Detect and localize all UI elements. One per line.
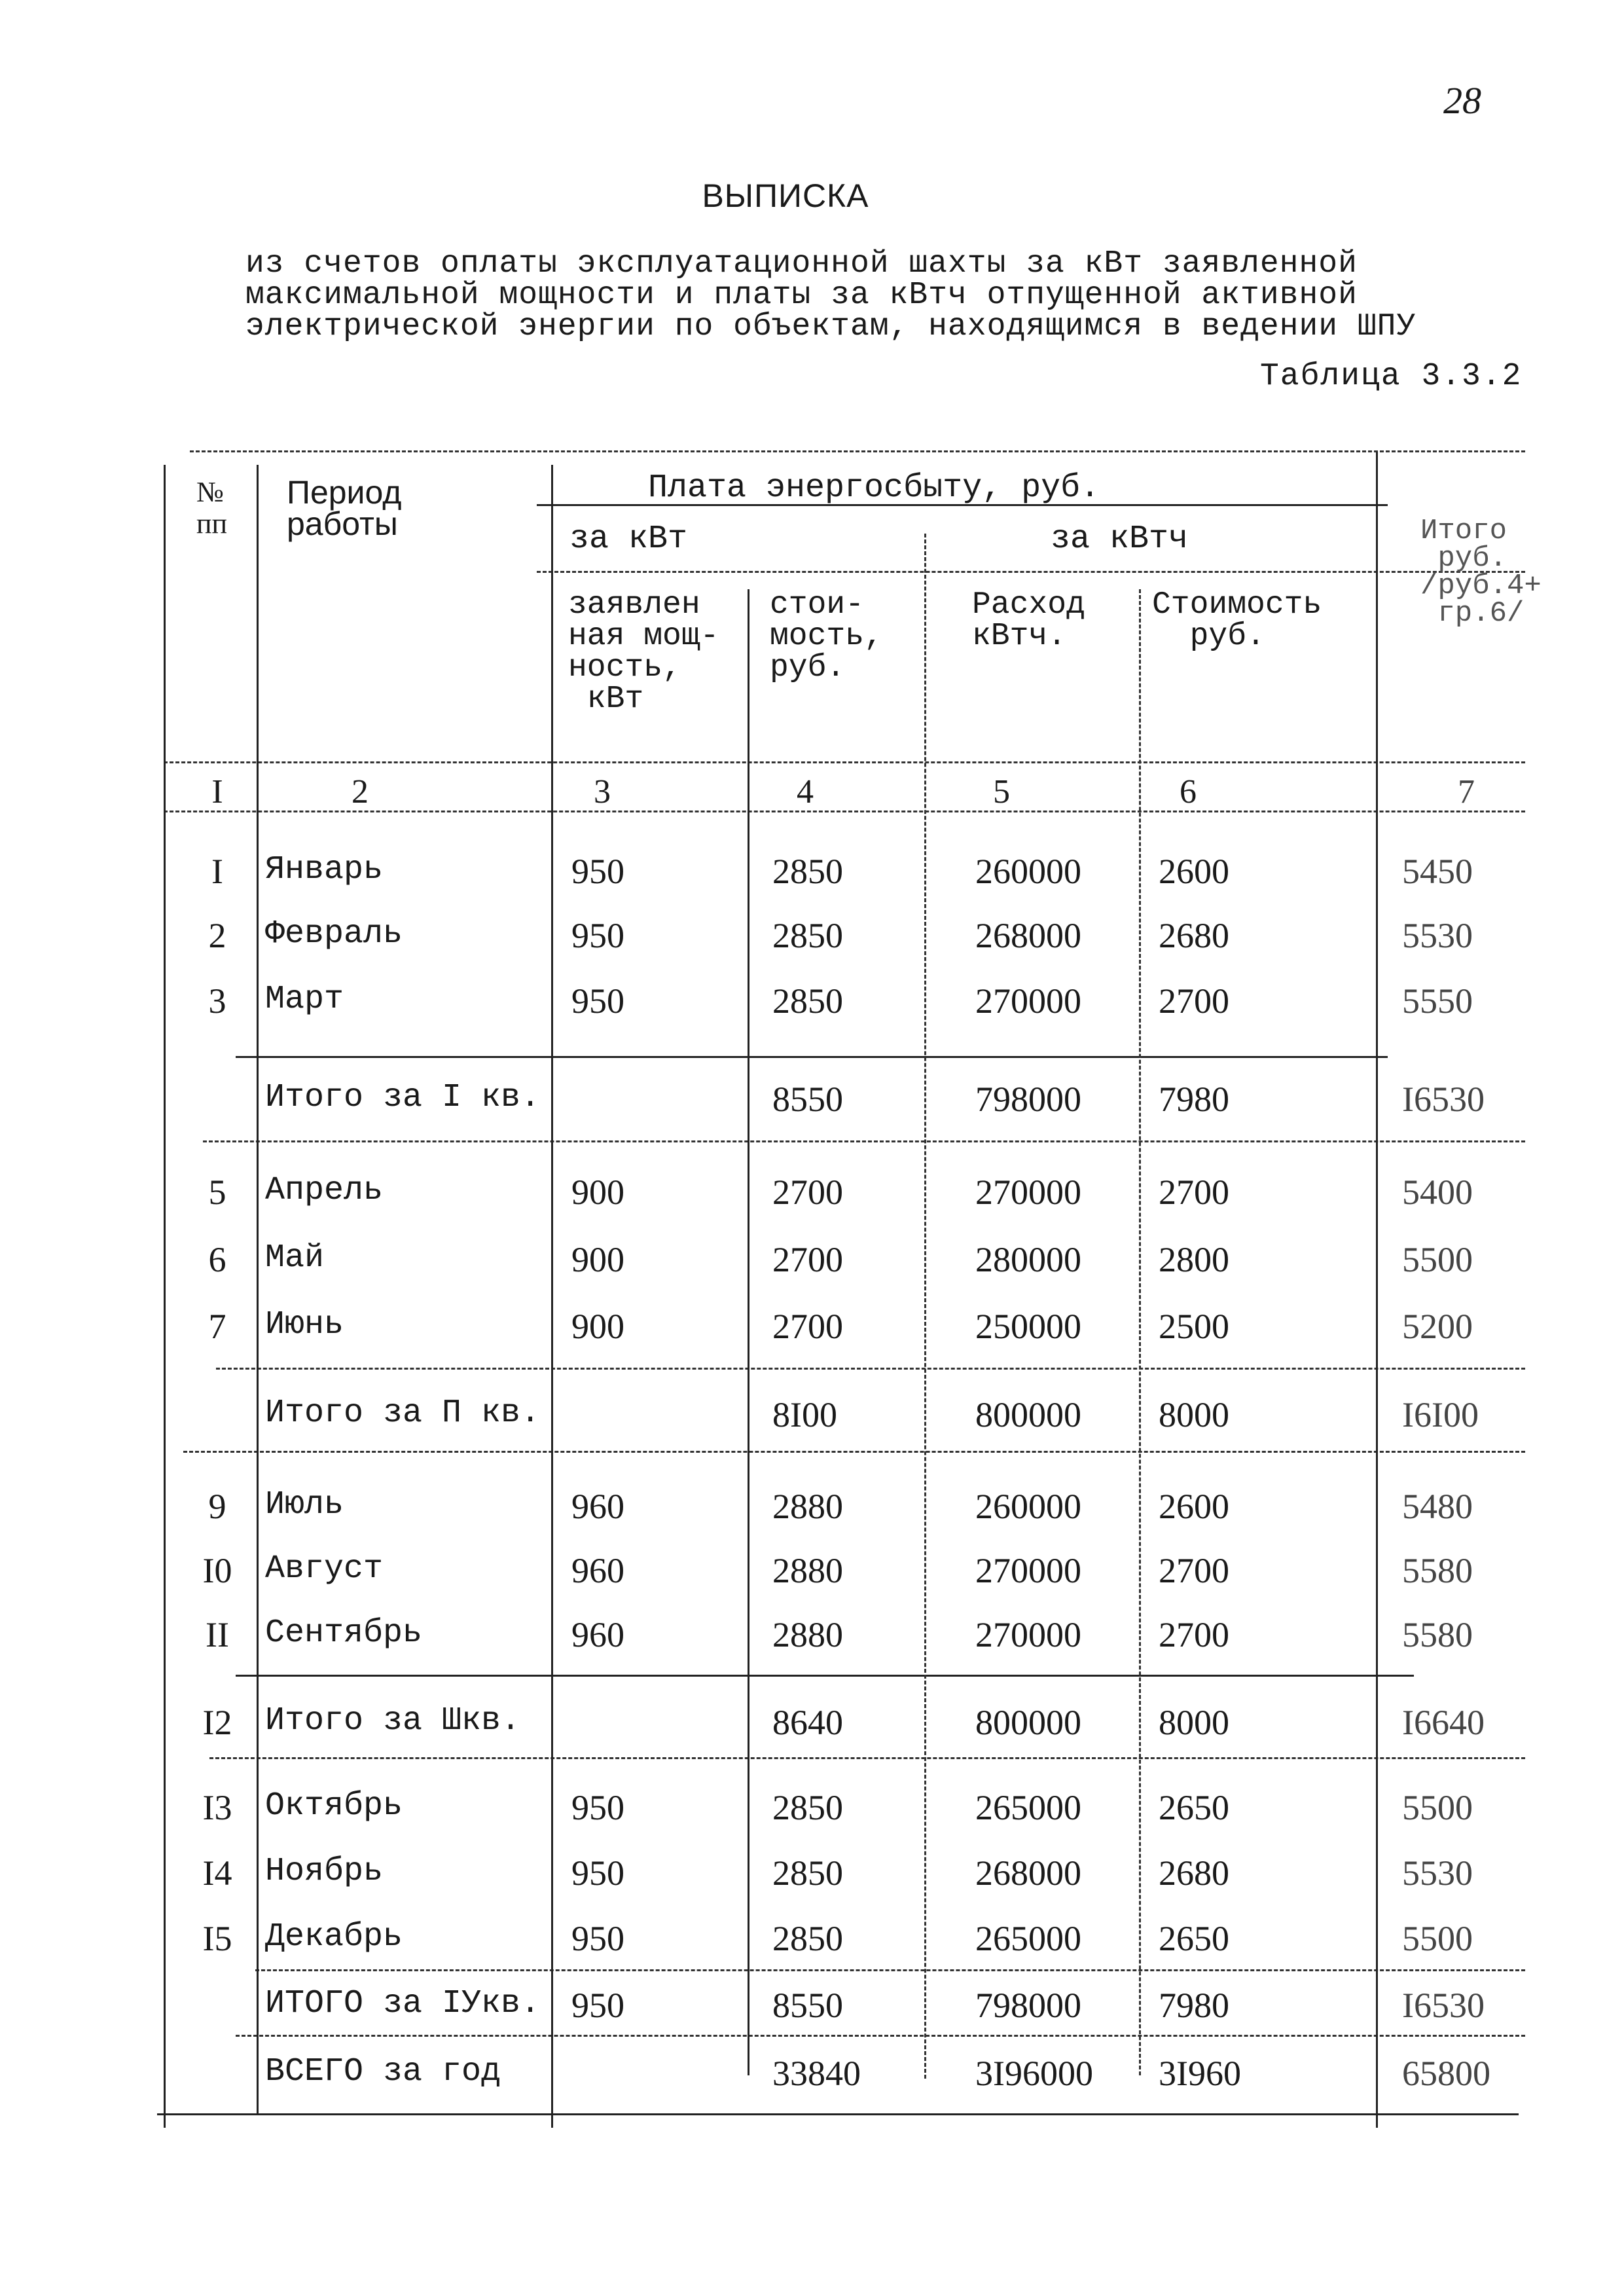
declared-power: 950 (571, 981, 624, 1021)
consumption-kwh: 265000 (975, 1788, 1081, 1827)
cost-per-kw: 8550 (772, 1080, 843, 1119)
table-left-border (164, 465, 166, 2128)
header-total: Итого руб. /руб.4+ гр.6/ (1420, 515, 1542, 630)
consumption-kwh: 270000 (975, 1615, 1081, 1654)
declared-power: 900 (571, 1307, 624, 1346)
cost-per-kwh: 7980 (1159, 1080, 1229, 1119)
period-name: Март (265, 981, 344, 1018)
column-number-4: 4 (797, 773, 814, 811)
column-number-5: 5 (993, 773, 1010, 811)
row-number: I0 (202, 1551, 232, 1590)
consumption-kwh: 260000 (975, 1487, 1081, 1526)
row-total: 5400 (1402, 1173, 1473, 1212)
declared-power: 950 (571, 852, 624, 891)
period-name: Апрель (265, 1172, 384, 1209)
year-total-top-rule (236, 2035, 1525, 2037)
col-divider-4 (924, 534, 926, 2079)
period-name: Ноябрь (265, 1853, 384, 1890)
consumption-kwh: 3I96000 (975, 2054, 1093, 2093)
period-name: Февраль (265, 915, 403, 953)
row-total: 5500 (1402, 1240, 1473, 1279)
cost-per-kw: 8640 (772, 1703, 843, 1742)
column-number-1: I (211, 773, 223, 811)
column-number-3: 3 (594, 773, 611, 811)
column-number-2: 2 (352, 773, 369, 811)
row-total: 5530 (1402, 916, 1473, 955)
consumption-kwh: 800000 (975, 1703, 1081, 1742)
row-number: 9 (208, 1487, 226, 1526)
row-total: 5530 (1402, 1853, 1473, 1893)
cost-per-kwh: 2600 (1159, 1487, 1229, 1526)
cost-per-kwh: 2680 (1159, 916, 1229, 955)
header-group-title: Плата энергосбыту, руб. (648, 469, 1100, 507)
row-total: 5550 (1402, 981, 1473, 1021)
cost-per-kw: 2880 (772, 1551, 843, 1590)
q1-total-top-rule (236, 1056, 1388, 1058)
period-name: Итого за Шкв. (265, 1702, 521, 1740)
consumption-kwh: 265000 (975, 1919, 1081, 1958)
cost-per-kw: 2850 (772, 852, 843, 891)
row-total: 5500 (1402, 1788, 1473, 1827)
period-name: Январь (265, 851, 384, 888)
subtitle-line-2: максимальной мощности и платы за кВтч отпущенной активной (245, 278, 1358, 313)
cost-per-kwh: 3I960 (1159, 2054, 1241, 2093)
q1-total-bottom-rule (203, 1140, 1525, 1142)
cost-per-kw: 33840 (772, 2054, 861, 2093)
row-number: I5 (202, 1919, 232, 1958)
row-number: 3 (208, 981, 226, 1021)
row-total: I6530 (1402, 1986, 1485, 2025)
declared-power: 950 (571, 916, 624, 955)
header-per-kwh: за кВтч (1051, 520, 1189, 558)
row-total: 5580 (1402, 1551, 1473, 1590)
col-divider-2 (551, 465, 553, 2128)
col-divider-3 (748, 589, 749, 2075)
cost-per-kw: 8I00 (772, 1395, 837, 1434)
cost-per-kw: 2700 (772, 1240, 843, 1279)
cost-per-kwh: 2700 (1159, 1615, 1229, 1654)
table-top-rule (190, 450, 1525, 452)
row-number: II (206, 1615, 229, 1654)
cost-per-kw: 2880 (772, 1615, 843, 1654)
period-name: Июль (265, 1486, 344, 1523)
row-total: I6640 (1402, 1703, 1485, 1742)
cost-per-kwh: 2680 (1159, 1853, 1229, 1893)
row-number: 6 (208, 1240, 226, 1279)
row-number: I4 (202, 1853, 232, 1893)
period-name: Май (265, 1239, 325, 1277)
consumption-kwh: 260000 (975, 852, 1081, 891)
consumption-kwh: 800000 (975, 1395, 1081, 1434)
subtitle-line-1: из счетов оплаты эксплуатационной шахты за кВт заявленной (245, 246, 1358, 282)
row-total: 65800 (1402, 2054, 1490, 2093)
declared-power: 950 (571, 1788, 624, 1827)
row-number: 7 (208, 1307, 226, 1346)
row-number: I (211, 852, 223, 891)
cost-per-kwh: 7980 (1159, 1986, 1229, 2025)
declared-power: 960 (571, 1615, 624, 1654)
consumption-kwh: 280000 (975, 1240, 1081, 1279)
cost-per-kwh: 2700 (1159, 1173, 1229, 1212)
q3-total-top-rule (236, 1675, 1414, 1677)
consumption-kwh: 798000 (975, 1986, 1081, 2025)
row-number: 2 (208, 916, 226, 955)
row-total: 5450 (1402, 852, 1473, 891)
subtitle-line-3: электрической энергии по объектам, находящимся в ведении ШПУ (245, 309, 1416, 344)
cost-per-kwh: 8000 (1159, 1395, 1229, 1434)
cost-per-kwh: 8000 (1159, 1703, 1229, 1742)
header-per-kw: за кВт (569, 520, 688, 558)
row-total: I6530 (1402, 1080, 1485, 1119)
consumption-kwh: 268000 (975, 916, 1081, 955)
period-name: Июнь (265, 1306, 344, 1343)
cost-per-kwh: 2700 (1159, 1551, 1229, 1590)
consumption-kwh: 270000 (975, 1173, 1081, 1212)
q2-total-bottom-rule (183, 1451, 1525, 1453)
period-name: Декабрь (265, 1918, 403, 1956)
cost-per-kw: 2880 (772, 1487, 843, 1526)
cost-per-kw: 2700 (772, 1173, 843, 1212)
column-number-6: 6 (1180, 773, 1197, 811)
consumption-kwh: 270000 (975, 1551, 1081, 1590)
cost-per-kw: 2850 (772, 916, 843, 955)
cost-per-kw: 2850 (772, 1853, 843, 1893)
q4-total-top-rule (255, 1969, 1525, 1971)
document-title: ВЫПИСКА (702, 177, 869, 214)
declared-power: 960 (571, 1487, 624, 1526)
declared-power: 900 (571, 1173, 624, 1212)
row-total: I6I00 (1402, 1395, 1479, 1434)
column-number-7: 7 (1458, 773, 1475, 811)
row-total: 5500 (1402, 1919, 1473, 1958)
declared-power: 950 (571, 1986, 624, 2025)
consumption-kwh: 268000 (975, 1853, 1081, 1893)
header-cost-kwh: Стоимость руб. (1152, 587, 1322, 654)
table-label: Таблица 3.3.2 (1260, 359, 1523, 394)
cost-per-kw: 2850 (772, 981, 843, 1021)
row-number: I3 (202, 1788, 232, 1827)
consumption-kwh: 250000 (975, 1307, 1081, 1346)
cost-per-kw: 8550 (772, 1986, 843, 2025)
page-number: 28 (1443, 79, 1481, 122)
row-number: I2 (202, 1703, 232, 1742)
col-divider-1 (257, 465, 259, 2115)
cost-per-kw: 2700 (772, 1307, 843, 1346)
period-name: ИТОГО за IУкв. (265, 1985, 541, 2022)
period-name: Итого за П кв. (265, 1394, 541, 1432)
q3-total-bottom-rule (209, 1757, 1525, 1759)
row-total: 5200 (1402, 1307, 1473, 1346)
consumption-kwh: 798000 (975, 1080, 1081, 1119)
table-bottom-rule (157, 2113, 1519, 2115)
cost-per-kwh: 2650 (1159, 1919, 1229, 1958)
period-name: Сентябрь (265, 1614, 423, 1652)
declared-power: 960 (571, 1551, 624, 1590)
row-number: 5 (208, 1173, 226, 1212)
header-cost-kw: стои- мость, руб. (770, 587, 883, 685)
col-divider-6 (1376, 452, 1378, 2128)
header-declared-power: заявлен ная мощ- ность, кВт (568, 587, 719, 717)
cost-per-kwh: 2500 (1159, 1307, 1229, 1346)
header-period: Период работы (287, 474, 402, 542)
declared-power: 950 (571, 1853, 624, 1893)
cost-per-kw: 2850 (772, 1919, 843, 1958)
declared-power: 950 (571, 1919, 624, 1958)
period-name: Август (265, 1550, 384, 1588)
col-divider-5 (1139, 589, 1141, 2075)
row-total: 5480 (1402, 1487, 1473, 1526)
header-bottom-rule (164, 761, 1525, 763)
cost-per-kwh: 2800 (1159, 1240, 1229, 1279)
consumption-kwh: 270000 (975, 981, 1081, 1021)
period-name: ВСЕГО за год (265, 2053, 501, 2090)
declared-power: 900 (571, 1240, 624, 1279)
row-total: 5580 (1402, 1615, 1473, 1654)
cost-per-kwh: 2650 (1159, 1788, 1229, 1827)
period-name: Итого за I кв. (265, 1079, 541, 1116)
cost-per-kw: 2850 (772, 1788, 843, 1827)
q2-total-top-rule (216, 1368, 1525, 1370)
header-consumption: Расход кВтч. (972, 587, 1085, 654)
period-name: Октябрь (265, 1787, 403, 1825)
cost-per-kwh: 2600 (1159, 852, 1229, 891)
cost-per-kwh: 2700 (1159, 981, 1229, 1021)
header-row-number: № пп (196, 476, 228, 539)
